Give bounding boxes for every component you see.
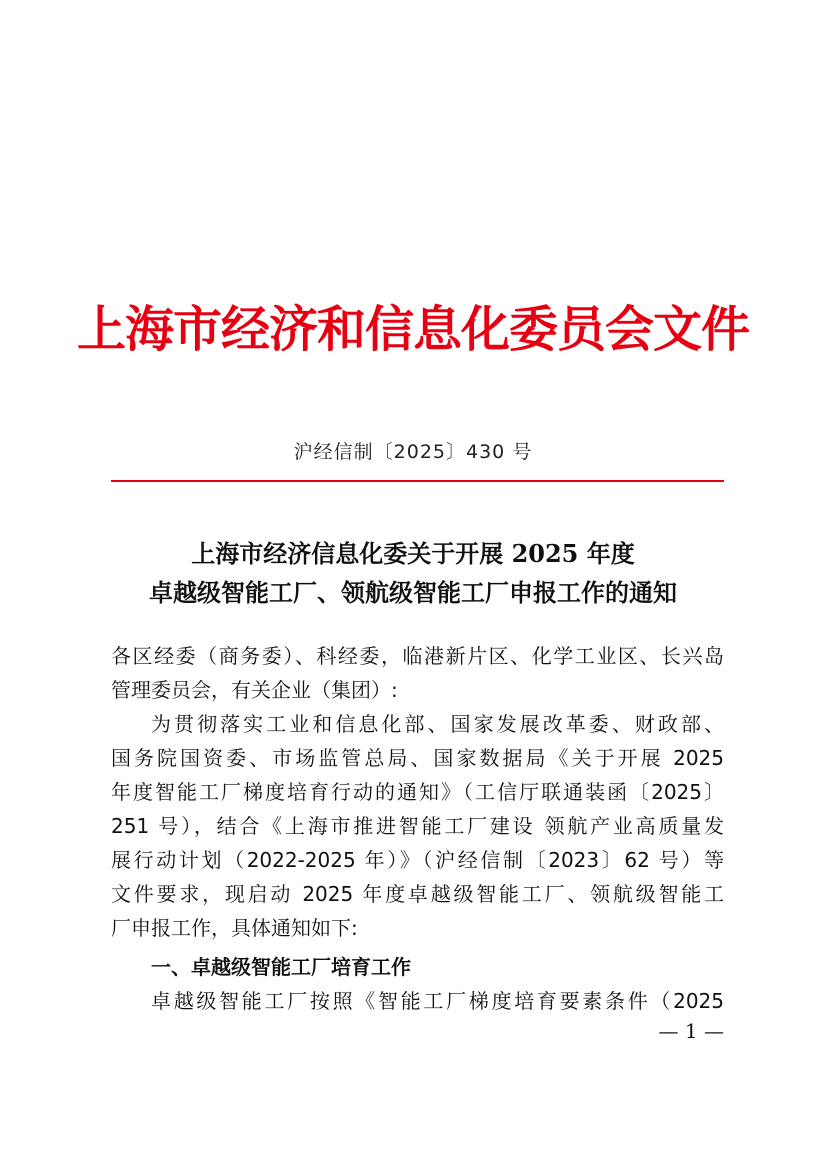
page-number: — 1 — — [658, 1019, 724, 1043]
body-line-3: 年度智能工厂梯度培育行动的通知》（工信厅联通装函〔2025〕 — [111, 780, 724, 804]
body-line-1: 为贯彻落实工业和信息化部、国家发展改革委、财政部、 — [151, 712, 724, 736]
document-number: 沪经信制〔2025〕430 号 — [293, 441, 533, 463]
body-line-2: 国务院国资委、市场监管总局、国家数据局《关于开展 2025 — [111, 746, 724, 770]
addressee-line-2: 管理委员会，有关企业（集团）: — [111, 678, 398, 702]
notice-title-line-2: 卓越级智能工厂、领航级智能工厂申报工作的通知 — [149, 578, 677, 607]
section-heading-1: 一、卓越级智能工厂培育工作 — [151, 955, 411, 979]
body-line-6: 文件要求，现启动 2025 年度卓越级智能工厂、领航级智能工 — [111, 882, 724, 906]
issuer-title: 上海市经济和信息化委员会文件 — [76, 300, 749, 358]
addressee-line-1: 各区经委（商务委）、科经委，临港新片区、化学工业区、长兴岛 — [111, 644, 724, 668]
body-line-4: 251 号），结合《上海市推进智能工厂建设 领航产业高质量发 — [111, 814, 724, 838]
notice-title-line-1: 上海市经济信息化委关于开展 2025 年度 — [191, 539, 635, 568]
body-line-5: 展行动计划（2022-2025 年）》（沪经信制〔2023〕62 号）等 — [111, 848, 724, 872]
section-1-first-line: 卓越级智能工厂按照《智能工厂梯度培育要素条件（2025 — [151, 989, 724, 1013]
body-line-7: 厂申报工作，具体通知如下: — [111, 916, 358, 940]
red-divider — [111, 480, 724, 482]
